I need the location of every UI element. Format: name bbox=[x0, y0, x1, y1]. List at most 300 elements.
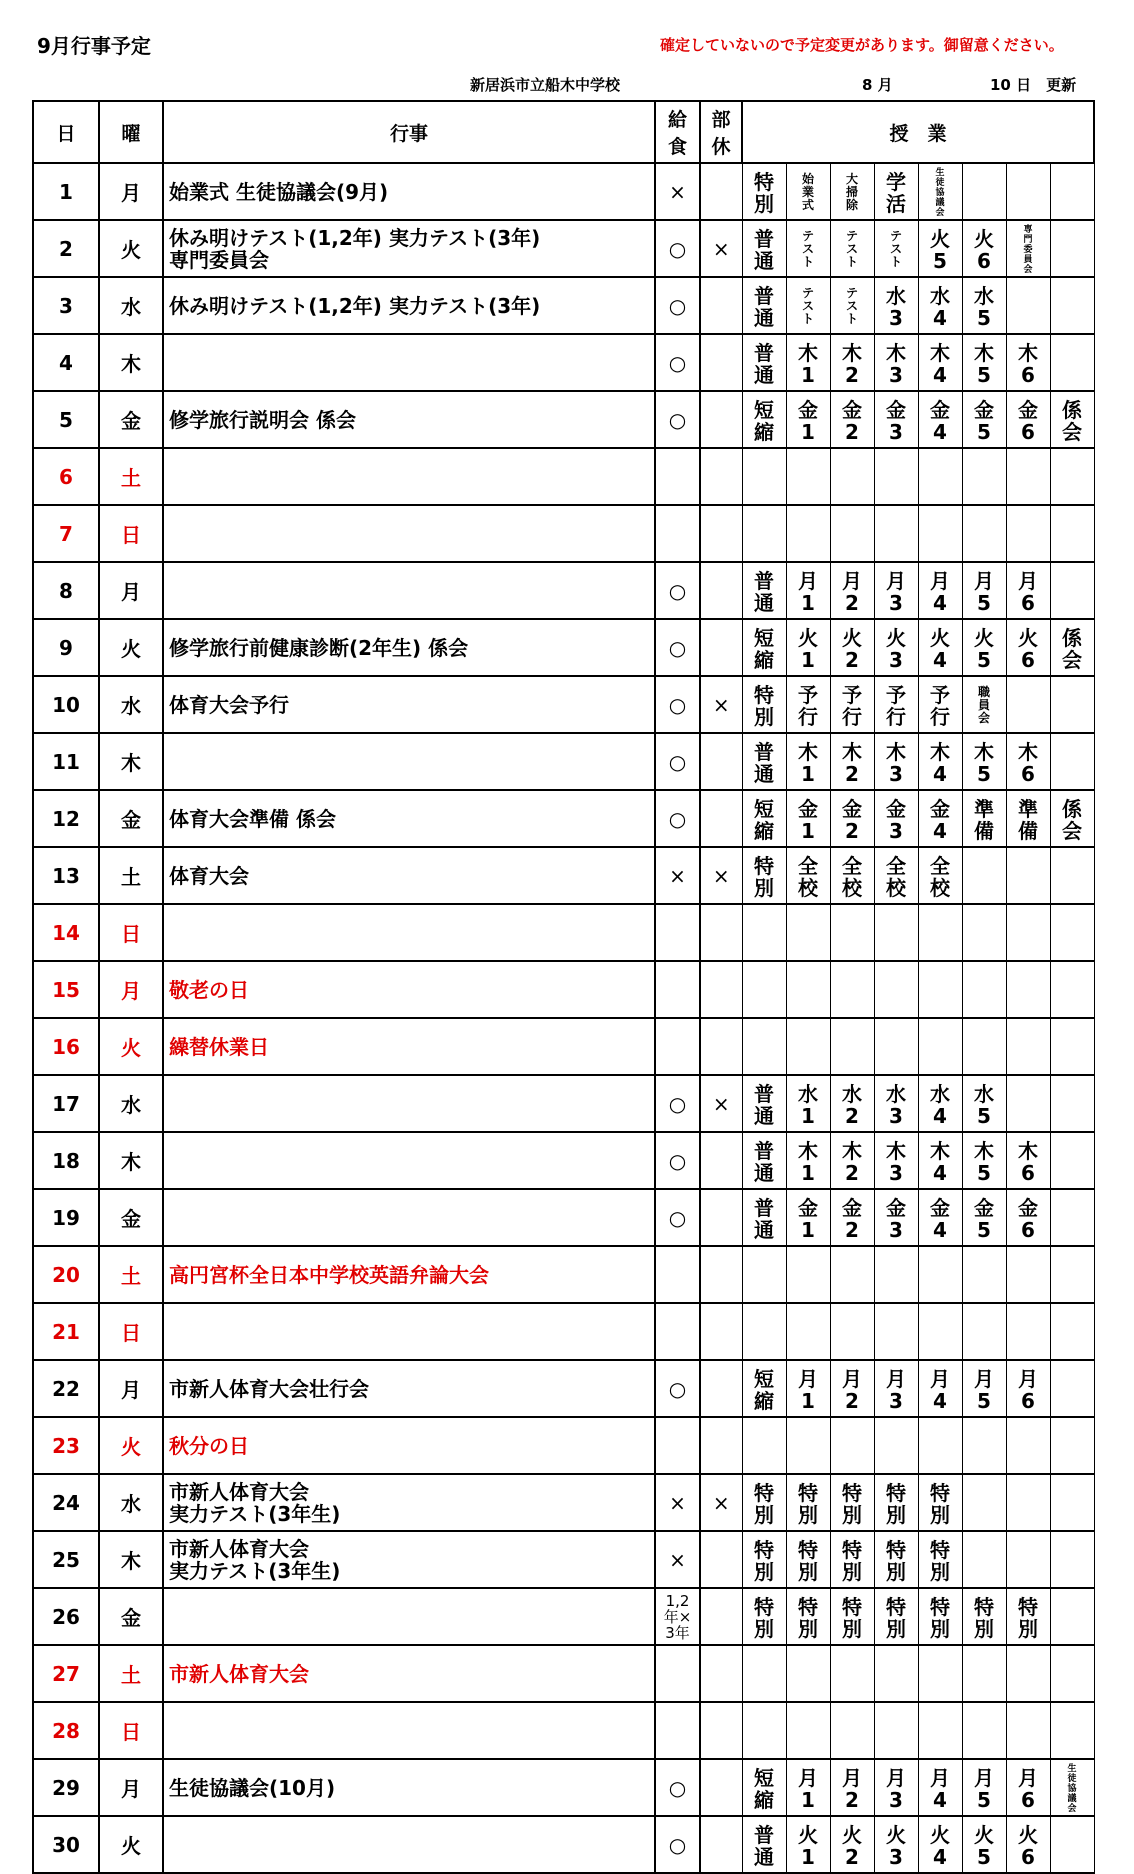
class-period-7 bbox=[1050, 277, 1094, 334]
weekday-cell bbox=[99, 220, 163, 277]
class-period-2 bbox=[830, 562, 874, 619]
class-period-1 bbox=[786, 334, 830, 391]
table-row bbox=[33, 676, 1094, 733]
class-period-0-text: 特 別 bbox=[754, 682, 774, 729]
class-period-0 bbox=[742, 1474, 786, 1531]
class-period-7 bbox=[1050, 1702, 1094, 1759]
class-period-5-text: 木 5 bbox=[974, 1138, 994, 1185]
lunch-cell-text: × bbox=[669, 179, 686, 204]
table-row bbox=[33, 1246, 1094, 1303]
class-period-1 bbox=[786, 676, 830, 733]
lunch-cell-text: × bbox=[669, 1547, 686, 1572]
table-row bbox=[33, 448, 1094, 505]
class-period-4-text: 木 4 bbox=[930, 1138, 950, 1185]
club-off-cell bbox=[700, 1588, 742, 1645]
class-period-1-text: 金 1 bbox=[798, 397, 818, 444]
class-period-3 bbox=[874, 163, 918, 220]
date-cell-text: 26 bbox=[52, 1604, 80, 1629]
lunch-cell bbox=[655, 961, 700, 1018]
class-period-5 bbox=[962, 1303, 1006, 1360]
class-period-5 bbox=[962, 448, 1006, 505]
table-row bbox=[33, 1189, 1094, 1246]
club-off-cell bbox=[700, 391, 742, 448]
date-cell bbox=[33, 1645, 99, 1702]
class-period-5 bbox=[962, 904, 1006, 961]
class-period-0 bbox=[742, 163, 786, 220]
class-period-0 bbox=[742, 1417, 786, 1474]
club-off-cell bbox=[700, 733, 742, 790]
class-period-3 bbox=[874, 1018, 918, 1075]
date-cell bbox=[33, 676, 99, 733]
weekday-cell bbox=[99, 961, 163, 1018]
event-cell-text: 敬老の日 bbox=[169, 977, 249, 1002]
class-period-0 bbox=[742, 1303, 786, 1360]
class-period-1 bbox=[786, 1018, 830, 1075]
date-cell-text: 10 bbox=[52, 692, 80, 717]
event-cell bbox=[163, 1816, 655, 1873]
class-period-2 bbox=[830, 505, 874, 562]
class-period-2-text: 金 2 bbox=[842, 1195, 862, 1242]
date-cell bbox=[33, 1531, 99, 1588]
date-cell bbox=[33, 1018, 99, 1075]
class-period-7 bbox=[1050, 961, 1094, 1018]
event-cell bbox=[163, 1189, 655, 1246]
event-cell bbox=[163, 562, 655, 619]
date-cell-text: 16 bbox=[52, 1034, 80, 1059]
table-header bbox=[33, 101, 1094, 163]
event-cell-text: 休み明けテスト(1,2年) 実力テスト(3年) bbox=[169, 293, 541, 318]
club-off-cell bbox=[700, 1759, 742, 1816]
class-period-7 bbox=[1050, 1588, 1094, 1645]
lunch-cell-text: × bbox=[669, 1490, 686, 1515]
col-club-off bbox=[700, 101, 742, 163]
class-period-4 bbox=[918, 1303, 962, 1360]
class-period-7 bbox=[1050, 790, 1094, 847]
class-period-1 bbox=[786, 505, 830, 562]
event-cell-text: 体育大会 bbox=[169, 863, 249, 888]
class-period-4 bbox=[918, 790, 962, 847]
class-period-2-text: 火 2 bbox=[842, 1822, 862, 1869]
lunch-cell bbox=[655, 733, 700, 790]
class-period-2 bbox=[830, 1588, 874, 1645]
class-period-1 bbox=[786, 1417, 830, 1474]
class-period-1 bbox=[786, 220, 830, 277]
class-period-4 bbox=[918, 1531, 962, 1588]
class-period-0-text: 普 通 bbox=[754, 340, 774, 387]
class-period-3 bbox=[874, 1132, 918, 1189]
class-period-4-text: 水 4 bbox=[930, 283, 950, 330]
table-row bbox=[33, 1759, 1094, 1816]
class-period-2 bbox=[830, 790, 874, 847]
class-period-3 bbox=[874, 1189, 918, 1246]
club-off-cell bbox=[700, 1702, 742, 1759]
class-period-5-text: 水 5 bbox=[974, 283, 994, 330]
club-off-cell bbox=[700, 1303, 742, 1360]
class-period-0-text: 普 通 bbox=[754, 568, 774, 615]
class-period-4-text: 全 校 bbox=[930, 853, 950, 900]
class-period-2 bbox=[830, 1759, 874, 1816]
lunch-cell bbox=[655, 277, 700, 334]
class-period-1 bbox=[786, 1075, 830, 1132]
weekday-cell-text: 土 bbox=[121, 865, 141, 889]
lunch-cell bbox=[655, 1702, 700, 1759]
weekday-cell bbox=[99, 1531, 163, 1588]
class-period-1 bbox=[786, 1588, 830, 1645]
class-period-1 bbox=[786, 163, 830, 220]
class-period-6 bbox=[1006, 1246, 1050, 1303]
class-period-3-text: テ ス ト bbox=[889, 229, 902, 269]
class-period-4-text: 金 4 bbox=[930, 1195, 950, 1242]
date-cell-text: 23 bbox=[52, 1433, 80, 1458]
date-cell bbox=[33, 1759, 99, 1816]
class-period-0-text: 特 別 bbox=[754, 1537, 774, 1584]
event-cell-text: 体育大会予行 bbox=[169, 692, 289, 717]
class-period-4-text: 金 4 bbox=[930, 796, 950, 843]
class-period-7 bbox=[1050, 1474, 1094, 1531]
class-period-2 bbox=[830, 391, 874, 448]
weekday-cell-text: 土 bbox=[121, 1264, 141, 1288]
event-cell bbox=[163, 1474, 655, 1531]
table-row bbox=[33, 1645, 1094, 1702]
event-cell-text: 市新人体育大会壮行会 bbox=[169, 1376, 369, 1401]
weekday-cell bbox=[99, 1189, 163, 1246]
event-cell bbox=[163, 1702, 655, 1759]
weekday-cell bbox=[99, 733, 163, 790]
class-period-0-text: 特 別 bbox=[754, 1480, 774, 1527]
table-row bbox=[33, 1303, 1094, 1360]
class-period-0 bbox=[742, 277, 786, 334]
class-period-5 bbox=[962, 562, 1006, 619]
class-period-6 bbox=[1006, 1702, 1050, 1759]
date-cell-text: 21 bbox=[52, 1319, 80, 1344]
date-cell bbox=[33, 847, 99, 904]
class-period-2 bbox=[830, 1702, 874, 1759]
table-row bbox=[33, 163, 1094, 220]
event-cell bbox=[163, 1360, 655, 1417]
class-period-1-text: 特 別 bbox=[798, 1480, 818, 1527]
weekday-cell-text: 金 bbox=[121, 1606, 141, 1630]
class-period-1 bbox=[786, 1645, 830, 1702]
schedule-body bbox=[33, 163, 1094, 1873]
weekday-cell-text: 月 bbox=[121, 979, 141, 1003]
event-cell bbox=[163, 334, 655, 391]
lunch-cell-text: 1,2 年× 3年 bbox=[663, 1591, 692, 1642]
class-period-0 bbox=[742, 619, 786, 676]
weekday-cell bbox=[99, 1075, 163, 1132]
class-period-0-text: 短 縮 bbox=[754, 397, 774, 444]
class-period-7 bbox=[1050, 220, 1094, 277]
class-period-5 bbox=[962, 1759, 1006, 1816]
date-cell bbox=[33, 277, 99, 334]
class-period-4 bbox=[918, 1588, 962, 1645]
col-classes: 授 業 bbox=[742, 101, 1094, 163]
class-period-0 bbox=[742, 1531, 786, 1588]
class-period-7 bbox=[1050, 1360, 1094, 1417]
class-period-6-text: 木 6 bbox=[1018, 1138, 1038, 1185]
table-row bbox=[33, 790, 1094, 847]
class-period-1 bbox=[786, 619, 830, 676]
class-period-3-text: 木 3 bbox=[886, 1138, 906, 1185]
weekday-cell bbox=[99, 448, 163, 505]
class-period-6-text: 月 6 bbox=[1018, 568, 1038, 615]
class-period-7 bbox=[1050, 562, 1094, 619]
class-period-5 bbox=[962, 277, 1006, 334]
class-period-4-text: 予 行 bbox=[930, 682, 950, 729]
class-period-4 bbox=[918, 334, 962, 391]
date-cell bbox=[33, 1189, 99, 1246]
class-period-0 bbox=[742, 790, 786, 847]
class-period-7 bbox=[1050, 676, 1094, 733]
event-cell-text: 修学旅行説明会 係会 bbox=[169, 407, 356, 432]
lunch-cell bbox=[655, 391, 700, 448]
class-period-1 bbox=[786, 961, 830, 1018]
class-period-1-text: 木 1 bbox=[798, 1138, 818, 1185]
class-period-4 bbox=[918, 1816, 962, 1873]
class-period-1 bbox=[786, 1531, 830, 1588]
class-period-6 bbox=[1006, 847, 1050, 904]
class-period-3-text: 木 3 bbox=[886, 340, 906, 387]
date-cell bbox=[33, 1303, 99, 1360]
col-event: 行事 bbox=[163, 101, 655, 163]
class-period-3 bbox=[874, 1645, 918, 1702]
event-cell bbox=[163, 391, 655, 448]
date-cell bbox=[33, 1474, 99, 1531]
class-period-7 bbox=[1050, 904, 1094, 961]
lunch-cell bbox=[655, 220, 700, 277]
class-period-0 bbox=[742, 847, 786, 904]
date-cell bbox=[33, 733, 99, 790]
weekday-cell bbox=[99, 619, 163, 676]
weekday-cell-text: 水 bbox=[121, 694, 141, 718]
date-cell-text: 17 bbox=[52, 1091, 80, 1116]
lunch-cell-text: ○ bbox=[668, 806, 687, 831]
event-cell-text: 秋分の日 bbox=[169, 1433, 249, 1458]
club-off-cell bbox=[700, 847, 742, 904]
class-period-6 bbox=[1006, 1303, 1050, 1360]
table-row bbox=[33, 391, 1094, 448]
class-period-4-text: 特 別 bbox=[930, 1594, 950, 1641]
lunch-cell bbox=[655, 1075, 700, 1132]
class-period-4-text: 金 4 bbox=[930, 397, 950, 444]
lunch-cell-text: ○ bbox=[668, 578, 687, 603]
event-cell bbox=[163, 1531, 655, 1588]
class-period-3-text: 全 校 bbox=[886, 853, 906, 900]
class-period-5 bbox=[962, 1189, 1006, 1246]
class-period-4 bbox=[918, 220, 962, 277]
weekday-cell-text: 木 bbox=[121, 352, 141, 376]
class-period-5-text: 特 別 bbox=[974, 1594, 994, 1641]
class-period-1-text: 月 1 bbox=[798, 1366, 818, 1413]
date-cell-text: 6 bbox=[59, 464, 73, 489]
class-period-7 bbox=[1050, 505, 1094, 562]
date-cell-text: 13 bbox=[52, 863, 80, 888]
lunch-cell-text: ○ bbox=[668, 1832, 687, 1857]
class-period-6 bbox=[1006, 733, 1050, 790]
class-period-7-text: 係 会 bbox=[1062, 625, 1082, 672]
event-cell-text: 市新人体育大会 bbox=[169, 1661, 309, 1686]
lunch-cell bbox=[655, 1246, 700, 1303]
weekday-cell-text: 金 bbox=[121, 808, 141, 832]
weekday-cell-text: 木 bbox=[121, 1549, 141, 1573]
class-period-1 bbox=[786, 1816, 830, 1873]
class-period-3 bbox=[874, 1588, 918, 1645]
class-period-2-text: 木 2 bbox=[842, 739, 862, 786]
school-name: 新居浜市立船木中学校 bbox=[470, 76, 621, 94]
class-period-6 bbox=[1006, 619, 1050, 676]
date-cell-text: 19 bbox=[52, 1205, 80, 1230]
class-period-2 bbox=[830, 961, 874, 1018]
class-period-5-text: 水 5 bbox=[974, 1081, 994, 1128]
class-period-4-text: 生 徒 協 議 会 bbox=[935, 167, 945, 218]
event-cell bbox=[163, 1303, 655, 1360]
table-row bbox=[33, 904, 1094, 961]
date-cell-text: 5 bbox=[59, 407, 73, 432]
table-row bbox=[33, 1588, 1094, 1645]
class-period-3-text: 月 3 bbox=[886, 1765, 906, 1812]
class-period-1-text: 月 1 bbox=[798, 1765, 818, 1812]
class-period-2-text: 木 2 bbox=[842, 340, 862, 387]
weekday-cell-text: 日 bbox=[121, 1720, 141, 1744]
class-period-7 bbox=[1050, 1132, 1094, 1189]
class-period-4 bbox=[918, 1645, 962, 1702]
change-notice: 確定していないので予定変更があります。御留意ください。 bbox=[660, 36, 1064, 54]
lunch-cell-text: × bbox=[669, 863, 686, 888]
lunch-cell-text: ○ bbox=[668, 1775, 687, 1800]
class-period-0-text: 普 通 bbox=[754, 1195, 774, 1242]
class-period-1-text: 金 1 bbox=[798, 1195, 818, 1242]
club-off-cell bbox=[700, 1417, 742, 1474]
class-period-3 bbox=[874, 904, 918, 961]
date-cell-text: 12 bbox=[52, 806, 80, 831]
class-period-4 bbox=[918, 1474, 962, 1531]
club-off-cell bbox=[700, 163, 742, 220]
date-cell-text: 20 bbox=[52, 1262, 80, 1287]
table-row bbox=[33, 1417, 1094, 1474]
class-period-5-text: 火 5 bbox=[974, 625, 994, 672]
lunch-cell-text: ○ bbox=[668, 1091, 687, 1116]
class-period-3-text: 特 別 bbox=[886, 1480, 906, 1527]
class-period-0 bbox=[742, 904, 786, 961]
class-period-0 bbox=[742, 448, 786, 505]
page-title: 9月行事予定 bbox=[37, 34, 151, 58]
class-period-1 bbox=[786, 733, 830, 790]
class-period-4 bbox=[918, 448, 962, 505]
class-period-7-text: 係 会 bbox=[1062, 796, 1082, 843]
lunch-cell-text: ○ bbox=[668, 407, 687, 432]
class-period-0-text: 普 通 bbox=[754, 739, 774, 786]
event-cell-text: 始業式 生徒協議会(9月) bbox=[169, 179, 389, 204]
date-cell-text: 4 bbox=[59, 350, 73, 375]
event-cell-text: 生徒協議会(10月) bbox=[169, 1775, 336, 1800]
class-period-4-text: 木 4 bbox=[930, 739, 950, 786]
class-period-1 bbox=[786, 847, 830, 904]
date-cell bbox=[33, 1702, 99, 1759]
event-cell bbox=[163, 733, 655, 790]
class-period-2-text: 木 2 bbox=[842, 1138, 862, 1185]
class-period-2 bbox=[830, 277, 874, 334]
lunch-cell bbox=[655, 448, 700, 505]
class-period-6 bbox=[1006, 1132, 1050, 1189]
lunch-cell bbox=[655, 1531, 700, 1588]
class-period-6 bbox=[1006, 1417, 1050, 1474]
class-period-2-text: 月 2 bbox=[842, 1366, 862, 1413]
class-period-5-text: 職 員 会 bbox=[977, 685, 990, 725]
date-cell bbox=[33, 391, 99, 448]
class-period-6-text: 月 6 bbox=[1018, 1366, 1038, 1413]
class-period-6 bbox=[1006, 448, 1050, 505]
class-period-6-text: 月 6 bbox=[1018, 1765, 1038, 1812]
class-period-3-text: 金 3 bbox=[886, 1195, 906, 1242]
club-off-cell bbox=[700, 1018, 742, 1075]
lunch-cell bbox=[655, 619, 700, 676]
class-period-6-text: 特 別 bbox=[1018, 1594, 1038, 1641]
updated-month: 8 月 bbox=[862, 76, 893, 94]
class-period-7 bbox=[1050, 1303, 1094, 1360]
class-period-3 bbox=[874, 1303, 918, 1360]
date-cell bbox=[33, 1246, 99, 1303]
class-period-5-text: 金 5 bbox=[974, 1195, 994, 1242]
class-period-1 bbox=[786, 448, 830, 505]
club-off-cell bbox=[700, 1075, 742, 1132]
class-period-5 bbox=[962, 1075, 1006, 1132]
class-period-7 bbox=[1050, 733, 1094, 790]
date-cell bbox=[33, 1417, 99, 1474]
class-period-1 bbox=[786, 1189, 830, 1246]
col-club-label: 部 休 bbox=[711, 109, 731, 158]
class-period-3 bbox=[874, 1759, 918, 1816]
class-period-4 bbox=[918, 391, 962, 448]
class-period-5-text: 木 5 bbox=[974, 739, 994, 786]
class-period-0-text: 特 別 bbox=[754, 1594, 774, 1641]
class-period-6-text: 火 6 bbox=[1018, 1822, 1038, 1869]
lunch-cell bbox=[655, 1018, 700, 1075]
weekday-cell-text: 火 bbox=[121, 1036, 141, 1060]
event-cell bbox=[163, 1588, 655, 1645]
class-period-1 bbox=[786, 904, 830, 961]
date-cell-text: 27 bbox=[52, 1661, 80, 1686]
class-period-6-text: 準 備 bbox=[1018, 796, 1038, 843]
class-period-3 bbox=[874, 1531, 918, 1588]
event-cell bbox=[163, 1018, 655, 1075]
event-cell-text: 市新人体育大会 実力テスト(3年生) bbox=[169, 1536, 341, 1583]
class-period-6 bbox=[1006, 1588, 1050, 1645]
class-period-3-text: 水 3 bbox=[886, 1081, 906, 1128]
class-period-5-text: 火 6 bbox=[974, 226, 994, 273]
class-period-2 bbox=[830, 220, 874, 277]
table-row bbox=[33, 1075, 1094, 1132]
class-period-7 bbox=[1050, 1531, 1094, 1588]
club-off-cell bbox=[700, 619, 742, 676]
class-period-1-text: テ ス ト bbox=[801, 229, 814, 269]
event-cell bbox=[163, 220, 655, 277]
class-period-7 bbox=[1050, 334, 1094, 391]
lunch-cell bbox=[655, 1759, 700, 1816]
weekday-cell bbox=[99, 1132, 163, 1189]
class-period-0 bbox=[742, 1018, 786, 1075]
date-cell-text: 28 bbox=[52, 1718, 80, 1743]
club-off-cell bbox=[700, 562, 742, 619]
class-period-3-text: 金 3 bbox=[886, 796, 906, 843]
club-off-cell bbox=[700, 1474, 742, 1531]
date-cell bbox=[33, 1360, 99, 1417]
class-period-1-text: 月 1 bbox=[798, 568, 818, 615]
lunch-cell bbox=[655, 1132, 700, 1189]
event-cell bbox=[163, 676, 655, 733]
event-cell-text: 繰替休業日 bbox=[169, 1034, 269, 1059]
class-period-3 bbox=[874, 847, 918, 904]
class-period-4-text: 特 別 bbox=[930, 1480, 950, 1527]
table-row bbox=[33, 1816, 1094, 1873]
